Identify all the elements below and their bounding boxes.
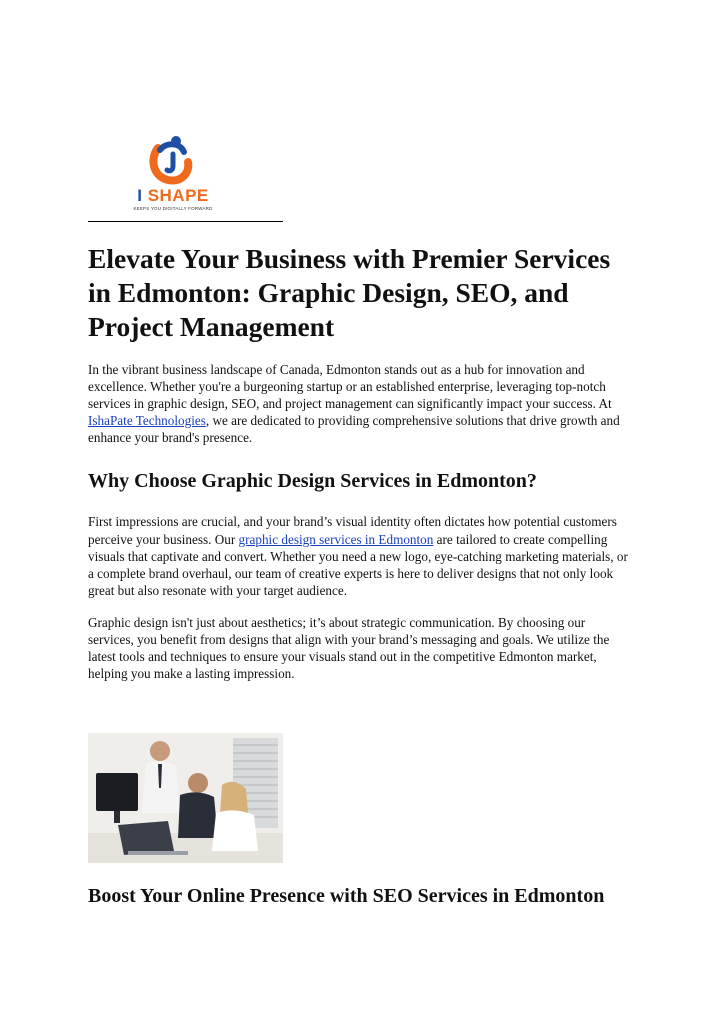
logo-divider xyxy=(88,221,283,222)
logo-wordmark: I SHAPE xyxy=(137,186,209,205)
logo-mark-icon xyxy=(128,132,218,188)
intro-paragraph: In the vibrant business landscape of Canada, Edmonton stands out as a hub for innovation and excellence. Whether you're a burgeoning startup or an established enterprise, leveraging top-notch services in graphic design, SEO, and project management can significantly impact your success. At IshaPate Technologies, we are dedicated to providing comprehensive solutions that drive growth and enhance your brand's presence. xyxy=(88,362,620,446)
graphic-design-paragraph-1: First impressions are crucial, and your brand’s visual identity often dictates how potential customers perceive your business. Our graphic design services in Edmonton are tailored to create compelling visuals that captivate and convert. Whether you need a new logo, eye-catching marketing materials, or a complete brand overhaul, our team of creative experts is here to deliver designs that not only look great but also resonate with your target audience. xyxy=(88,514,628,598)
section-heading-seo: Boost Your Online Presence with SEO Services in Edmonton xyxy=(88,885,605,908)
team-at-laptop-image-icon xyxy=(88,733,283,863)
ishapate-technologies-link[interactable]: IshaPate Technologies xyxy=(88,413,206,429)
graphic-design-services-link[interactable]: graphic design services in Edmonton xyxy=(238,531,434,547)
graphic-design-paragraph-2: Graphic design isn't just about aesthetics; it’s about strategic communication. By choosing our services, you benefit from designs that align with your brand’s messaging and goals. We utilize the latest tools and techniques to ensure your visuals stand out in the competitive Edmonton market, helping you make a lasting impression. xyxy=(88,614,610,682)
office-team-photo xyxy=(88,733,283,863)
section-heading-graphic-design: Why Choose Graphic Design Services in Edmonton? xyxy=(88,470,537,493)
logo-tagline: KEEPS YOU DIGITALLY FORWARD xyxy=(133,206,213,211)
page-title: Elevate Your Business with Premier Services in Edmonton: Graphic Design, SEO, and Project Management xyxy=(88,243,611,342)
company-logo xyxy=(128,132,218,216)
article xyxy=(88,242,633,909)
